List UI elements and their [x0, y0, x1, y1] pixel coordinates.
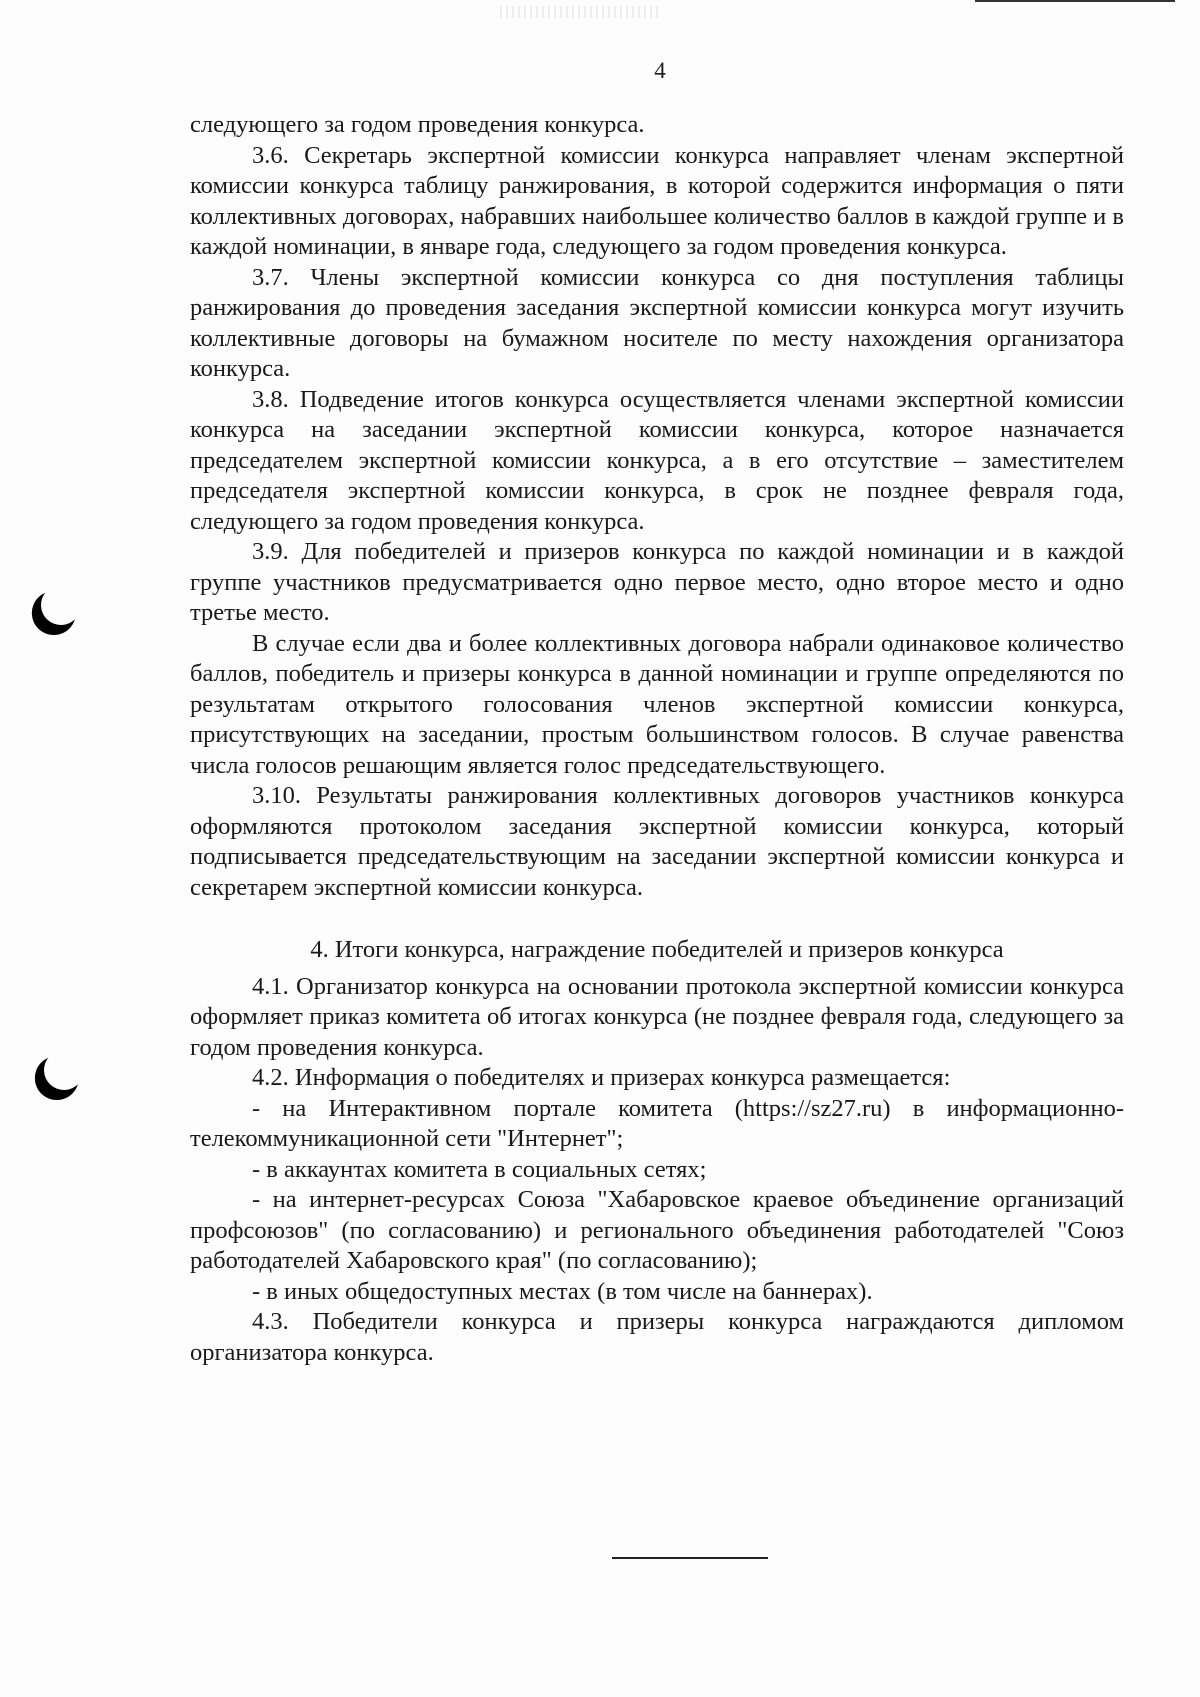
paragraph-tie-rule: В случае если два и более коллективных договора набрали одинаковое количество баллов, победитель и призеры конкурса в данной номинации и группе определяются по результатам открытого голосования членов экспертной комиссии конкурса, присутствующих на заседании, простым большинством голосов. В случае равенства числа голосов решающим является голос председательствующего. — [190, 629, 1124, 779]
paragraph-3-9: 3.9. Для победителей и призеров конкурса по каждой номинации и в каждой группе участников предусматривается одно первое место, одно второе место и одно третье место. — [190, 538, 1124, 626]
paragraph-3-7: 3.7. Члены экспертной комиссии конкурса со дня поступления таблицы ранжирования до проведения заседания экспертной комиссии конкурса могут изучить коллективные договоры на бумажном носителе по месту нахождения организатора конкурса. — [190, 263, 1124, 382]
list-item-social: - в аккаунтах комитета в социальных сетях; — [252, 1155, 707, 1183]
paragraph-3-6: 3.6. Секретарь экспертной комиссии конкурса направляет членам экспертной комиссии конкурса таблицу ранжирования, в которой содержится информация о пяти коллективных договорах, набравших наибольшее количество баллов в каждой группе и в каждой номинации, в январе года, следующего за годом проведения конкурса. — [190, 141, 1124, 260]
paragraph-3-10: 3.10. Результаты ранжирования коллективных договоров участников конкурса оформляются протоколом заседания экспертной комиссии конкурса, который подписывается председательствующим на заседании экспертной комиссии конкурса и секретарем экспертной комиссии конкурса. — [190, 782, 1124, 901]
paragraph-4-1: 4.1. Организатор конкурса на основании протокола экспертной комиссии конкурса оформляет приказ комитета об итогах конкурса (не позднее февраля года, следующего за годом проведения конкурса. — [190, 972, 1124, 1061]
document-body — [190, 110, 1124, 1368]
paragraph-4-3: 4.3. Победители конкурса и призеры конкурса награждаются дипломом организатора конкурса. — [190, 1308, 1124, 1366]
paragraph-continuation: следующего за годом проведения конкурса. — [190, 111, 645, 138]
list-item-portal: - на Интерактивном портале комитета (https://sz27.ru) в информационно-телекоммуникационной сети "Интернет"; — [190, 1094, 1124, 1152]
section-heading: 4. Итоги конкурса, награждение победителей и призеров конкурса — [310, 936, 1004, 963]
page-number: 4 — [654, 58, 666, 83]
list-item-unions: - на интернет-ресурсах Союза "Хабаровское краевое объединение организаций профсоюзов" (по согласованию) и регионального объединения работодателей "Союз работодателей Хабаровского края" (по согласованию); — [190, 1186, 1124, 1274]
end-of-text-rule — [612, 1557, 768, 1559]
paragraph-4-2: 4.2. Информация о победителях и призерах конкурса размещается: — [252, 1064, 951, 1091]
punch-hole-mark-icon — [38, 1044, 89, 1095]
scan-artifact — [500, 6, 660, 18]
list-item-public-places: - в иных общедоступных местах (в том числе на баннерах). — [252, 1277, 873, 1305]
punch-hole-mark-icon — [35, 579, 86, 630]
paragraph-3-8: 3.8. Подведение итогов конкурса осуществляется членами экспертной комиссии конкурса на заседании экспертной комиссии конкурса, которое назначается председателем экспертной комиссии конкурса, а в его отсутствие – заместителем председателя экспертной комиссии конкурса, в срок не позднее февраля года, следующего за годом проведения конкурса. — [190, 385, 1124, 535]
top-edge-rule — [975, 0, 1175, 2]
